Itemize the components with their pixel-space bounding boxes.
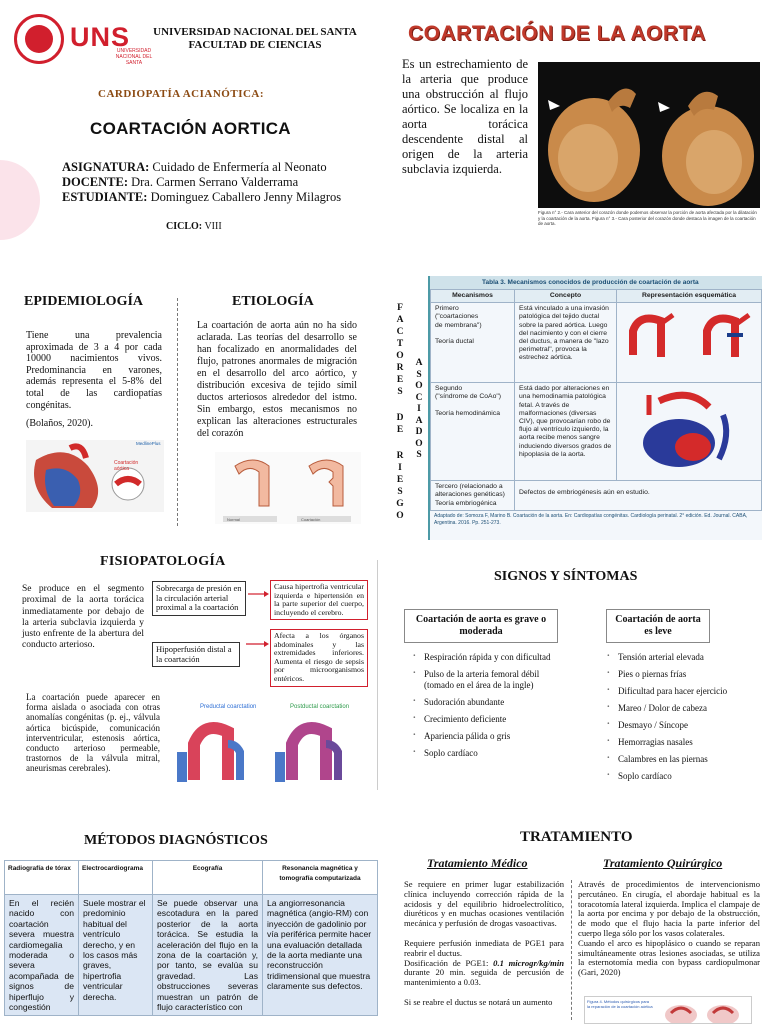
fisiopatologia-text: Se produce en el segmento proximal de la aorta torácica inmediatamente por debajo de la arteria subclavia izquierda y justo enfrente de la abertura del conducto arterioso. [22, 584, 144, 651]
list-item: · Calambres en las piernas [606, 754, 756, 765]
table-row [431, 481, 762, 511]
vertical-letter: F [397, 303, 403, 313]
aorta-label-normal: Normal [227, 517, 240, 522]
mechanisms-table-panel [428, 276, 762, 540]
factores-vertical-label [394, 302, 406, 522]
medico-dosage [404, 959, 564, 988]
intro-caption: Figura n° 2.- Cara anterior del corazón donde podemos observar la porción de aorta afectada por la dilatación y la coartación de la aorta. Figura n° 3.- Cara posterior del corazón donde destaca la imagen de la coartación de aorta. [538, 210, 757, 226]
aorta-label-coartacion: Coartación [301, 517, 321, 522]
dosage-label: Dosificación de PGE1: [404, 957, 494, 968]
table-cell [617, 383, 762, 481]
medico-paragraph: Se requiere en primer lugar estabilización clínica incluyendo corrección rápida de la acidosis y del equilibrio hidroelectrolítico, diuréticos y en muchas ocasiones ventilación mecánica y perfusión de drogas vasoactivas. [404, 879, 564, 929]
signos-leve-list [606, 652, 756, 788]
estudiante-value: Dominguez Caballero Jenny Milagros [150, 190, 342, 204]
tratamiento-title: TRATAMIENTO [520, 829, 633, 845]
table-cell: Está vinculado a una invasión patológica del tejido ductal sobre la pared aórtica. Luego del nacimiento y con el cierre del ductus, a manera de "lazo perimetral", provoca la estrechez aórtica. [515, 303, 617, 383]
mechanisms-table [430, 289, 762, 511]
signos-leve-box: Coartación de aorta es leve [606, 609, 710, 643]
vertical-letter: R [396, 451, 404, 461]
flow-box-organos: Afecta a los órganos abdominales y las extremidades inferiores. Aumenta el riesgo de sepsis por microorganismos entéricos. [270, 629, 368, 687]
asignatura-label: ASIGNATURA: [62, 160, 150, 174]
heart-illustration-brand: MedlinePlus [136, 441, 161, 446]
asignatura-value: Cuidado de Enfermería al Neonato [152, 160, 327, 174]
mechanisms-table-source: Adaptado de: Somoza F, Marino B. Coartación de la aorta. En: Cardiopatías congénitas. Cardiología perinatal. 2° edición. Ed. Journal. CABA, Argentina. 2016. Pp. 251-273. [434, 513, 748, 526]
epidemiologia-text: Tiene una prevalencia aproximada de 3 a 4 por cada 10000 nacimientos vivos. Predominancia en varones, además representa el 5-8% del total de las cardiopatías congénitas. [26, 330, 162, 411]
vertical-letter: R [396, 363, 404, 373]
list-item: · Hemorragias nasales [606, 737, 756, 748]
asociados-vertical-label [413, 358, 425, 462]
table-header: Concepto [515, 290, 617, 303]
etiologia-text: La coartación de aorta aún no ha sido aclarada. Las teorías del desarrollo se han focalizado en anormalidades del flujo, patrones anormales de migración en el desarrollo del arco aórtico, y distribución excesiva de tejido símil ductos arteriosos alrededor del istmo. Sin embargo, estos mecanismos no explican las alteraciones estructurales del corazón [197, 320, 357, 439]
list-item: · Desmayo / Síncope [606, 720, 756, 731]
quirurgico-paragraph: Através de procedimientos de intervencionismo percutáneo. En cirugía, el abordaje habitual es la toracotomía lateral izquierda. Implica el clampaje de la aorta por encima y por debajo de la obstrucción, de modo que el flujo hacia la parte inferior del cuerpo llega sólo por los vasos colaterales. [578, 879, 760, 938]
medico-paragraph: Si se reabre el ductus se notará un aumento [404, 996, 553, 1007]
table-cell: Defectos de embriogénesis aún en estudio. [515, 481, 762, 511]
table-cell: Suele mostrar el predominio habitual del ventrículo derecho, y en los casos más graves, hipertrofia ventricular derecha. [79, 895, 153, 1016]
epidemiologia-cite: (Bolaños, 2020). [26, 418, 93, 429]
table-cell: Tercero (relacionado a alteraciones genéticas) Teoría embriogénica [431, 481, 515, 511]
table-cell: Segundo ("síndrome de CoAo") Teoría hemodinámica [431, 383, 515, 481]
vertical-letter: S [416, 450, 422, 460]
flow-arrows [246, 588, 270, 658]
signos-grave-list [412, 652, 562, 765]
table-header: Resonancia magnética y tomografía computarizada [263, 861, 378, 895]
signos-grave-box: Coartación de aorta es grave o moderada [404, 609, 558, 643]
list-item: · Soplo cardíaco [606, 771, 756, 782]
vertical-letter: S [416, 369, 422, 380]
flow-box-hipertrofia: Causa hipertrofia ventricular izquierda e hipertensión en la parte superior del cuerpo, incluyendo el cerebro. [270, 580, 368, 620]
list-item: · Mareo / Dolor de cabeza [606, 703, 756, 714]
table-cell [617, 303, 762, 383]
table-header-row [431, 290, 762, 303]
decorative-shape [0, 160, 40, 240]
vertical-letter: S [397, 487, 403, 497]
docente-value: Dra. Carmen Serrano Valderrama [131, 175, 299, 189]
table-header: Radiografía de tórax [5, 861, 79, 895]
table-cell: Primero ("coartaciones de membrana") Teoría ductal [431, 303, 515, 383]
ciclo-value: VIII [204, 221, 222, 232]
main-title: COARTACIÓN AORTICA [90, 119, 291, 138]
ciclo-label: CICLO: [166, 221, 203, 232]
signos-title: SIGNOS Y SÍNTOMAS [494, 569, 638, 584]
vertical-letter: A [415, 358, 423, 368]
flow-box-hipoperfusion: Hipoperfusión distal a la coartación [152, 642, 240, 667]
vertical-letter: O [415, 381, 423, 391]
quirurgico-title: Tratamiento Quirúrgico [603, 856, 723, 870]
university-name [150, 26, 360, 52]
vertical-letter: D [396, 413, 404, 423]
university-seal [14, 14, 64, 64]
aorta-comparison-illustration [215, 452, 361, 524]
list-item: · Dificultad para hacer ejercicio [606, 686, 756, 697]
diagnostico-title: MÉTODOS DIAGNÓSTICOS [84, 833, 268, 848]
table-header: Ecografía [153, 861, 263, 895]
table-row [431, 303, 762, 383]
dosage-value: 0.1 microgr/kg/min [493, 957, 565, 968]
course-info [62, 160, 341, 205]
quirurgico-text [578, 880, 760, 978]
faculty-line: FACULTAD DE CIENCIAS [188, 39, 322, 51]
epidemiologia-title: EPIDEMIOLOGÍA [24, 294, 144, 309]
surgery-figure-caption: Figura 4. Métodos quirúrgicos para la reparación de la coartación aórtica [587, 999, 653, 1009]
list-item: · Respiración rápida y con dificultad [412, 652, 562, 663]
vertical-letter: G [396, 499, 404, 509]
surgery-illustration [659, 999, 749, 1023]
ciclo [166, 221, 222, 232]
coarctation-types-illustration [168, 712, 368, 784]
fisiopatologia-text-2: La coartación puede aparecer en forma aislada o asociada con otras anomalías congénitas (p. ej., válvula aórtica bicúspide, comunicación interventricular, estenosis aórtica, conducto arterioso permeable, trastornos de la válvula mitral, aneurismas cerebrales). [26, 692, 160, 774]
docente-label: DOCENTE: [62, 175, 128, 189]
table-cell: En el recién nacido con coartación severa muestra cardiomegalia moderada o severa acompañada de signos de hiperflujo y congestión [5, 895, 79, 1016]
vertical-letter: A [415, 415, 423, 426]
list-item: · Soplo cardíaco [412, 748, 562, 759]
table-header: Mecanismos [431, 290, 515, 303]
heart-schematic [619, 385, 759, 473]
table-header: Representación esquemática [617, 290, 762, 303]
aorta-schematic [619, 305, 759, 365]
etiologia-title: ETIOLOGÍA [232, 294, 314, 309]
vertical-letter: E [396, 475, 404, 485]
table-cell: Se puede observar una escotadura en la pared posterior de la aorta torácica. Se estudia la aceleración del flujo en la zona de la coartación y, por tanto, se evalúa su gravedad. Las obstrucciones severas muestran un patrón de flujo característico con [153, 895, 263, 1016]
mechanisms-table-title: Tabla 3. Mecanismos conocidos de producción de coartación de aorta [430, 276, 762, 289]
section-divider [571, 880, 572, 1020]
vertical-letter: O [396, 351, 404, 361]
table-row [5, 895, 378, 1016]
logo-subtext: UNIVERSIDAD NACIONAL DEL SANTA [115, 48, 153, 66]
medico-text [404, 880, 564, 1008]
diagnostico-table [4, 860, 378, 1016]
list-item: · Pies o piernas frías [606, 669, 756, 680]
medico-paragraph: Requiere perfusión inmediata de PGE1 para reabrir el ductus. [404, 937, 564, 958]
intro-title: COARTACIÓN DE LA AORTA [408, 22, 706, 45]
vertical-letter: T [396, 339, 404, 349]
heart-photos [538, 62, 760, 208]
medico-title: Tratamiento Médico [427, 856, 528, 870]
section-divider [177, 298, 178, 526]
vertical-letter: S [397, 387, 403, 397]
quirurgico-paragraph: Cuando el arco es hipoplásico o cuando se reparan simultáneamente otras lesiones asociadas, se utiliza la esternotomía media con bypass cardiopulmonar (Gari, 2020) [578, 937, 760, 978]
list-item: · Pulso de la arteria femoral débil (tomado en el área de la ingle) [412, 669, 562, 691]
vertical-letter: E [396, 425, 404, 435]
list-item: · Tensión arterial elevada [606, 652, 756, 663]
dosage-text: durante 20 min. seguida de percusión de mantenimiento a 0.03. [404, 967, 564, 988]
section-divider [377, 560, 378, 790]
vertical-letter: E [396, 375, 404, 385]
list-item: · Crecimiento deficiente [412, 714, 562, 725]
vertical-letter: C [415, 392, 423, 403]
vertical-letter: A [396, 315, 404, 325]
table-header-row [5, 861, 378, 895]
estudiante-label: ESTUDIANTE: [62, 190, 148, 204]
table-row [431, 383, 762, 481]
vertical-letter: O [396, 511, 404, 521]
vertical-letter: D [415, 427, 423, 437]
preductal-label: Preductal coarctation [200, 704, 257, 710]
heart-illustration [26, 440, 164, 512]
vertical-letter: I [417, 404, 421, 414]
fisiopatologia-title: FISIOPATOLOGÍA [100, 554, 226, 569]
surgery-figure [584, 996, 752, 1024]
vertical-letter: I [398, 463, 402, 473]
postductal-label: Postductal coarctation [290, 704, 350, 710]
heart-illustration-label: Coartación aórtica [114, 460, 139, 472]
table-header: Electrocardiograma [79, 861, 153, 895]
flow-box-sobrecarga: Sobrecarga de presión en la circulación arterial proximal a la coartación [152, 581, 246, 616]
list-item: · Sudoración abundante [412, 697, 562, 708]
vertical-letter: O [415, 438, 423, 449]
list-item: · Apariencia pálida o gris [412, 731, 562, 742]
table-cell: Está dado por alteraciones en una hemodinamia patológica fetal. A través de malformaciones (diversas CIV), que provocarían robo de flujo al ventrículo izquierdo, la aorta recibe menos sangre induciendo diversos grados de hipoplasia de la aorta. [515, 383, 617, 481]
table-cell: La angiorresonancia magnética (angio-RM) con inyección de gadolinio por vía periférica permite hacer una evaluación detallada de la aorta mediante una reconstrucción tridimensional que muestra claramente sus defectos. [263, 895, 378, 1016]
subtitle: CARDIOPATÍA ACIANÓTICA: [98, 88, 265, 100]
university-line: UNIVERSIDAD NACIONAL DEL SANTA [153, 26, 357, 38]
vertical-letter: C [396, 327, 404, 337]
intro-text: Es un estrechamiento de la arteria que produce una obstrucción al flujo aórtico. Se localiza en la aorta torácica descendente distal al origen de la arteria subclavia izquierda. [402, 57, 528, 176]
logo-text: UNS [70, 22, 131, 52]
